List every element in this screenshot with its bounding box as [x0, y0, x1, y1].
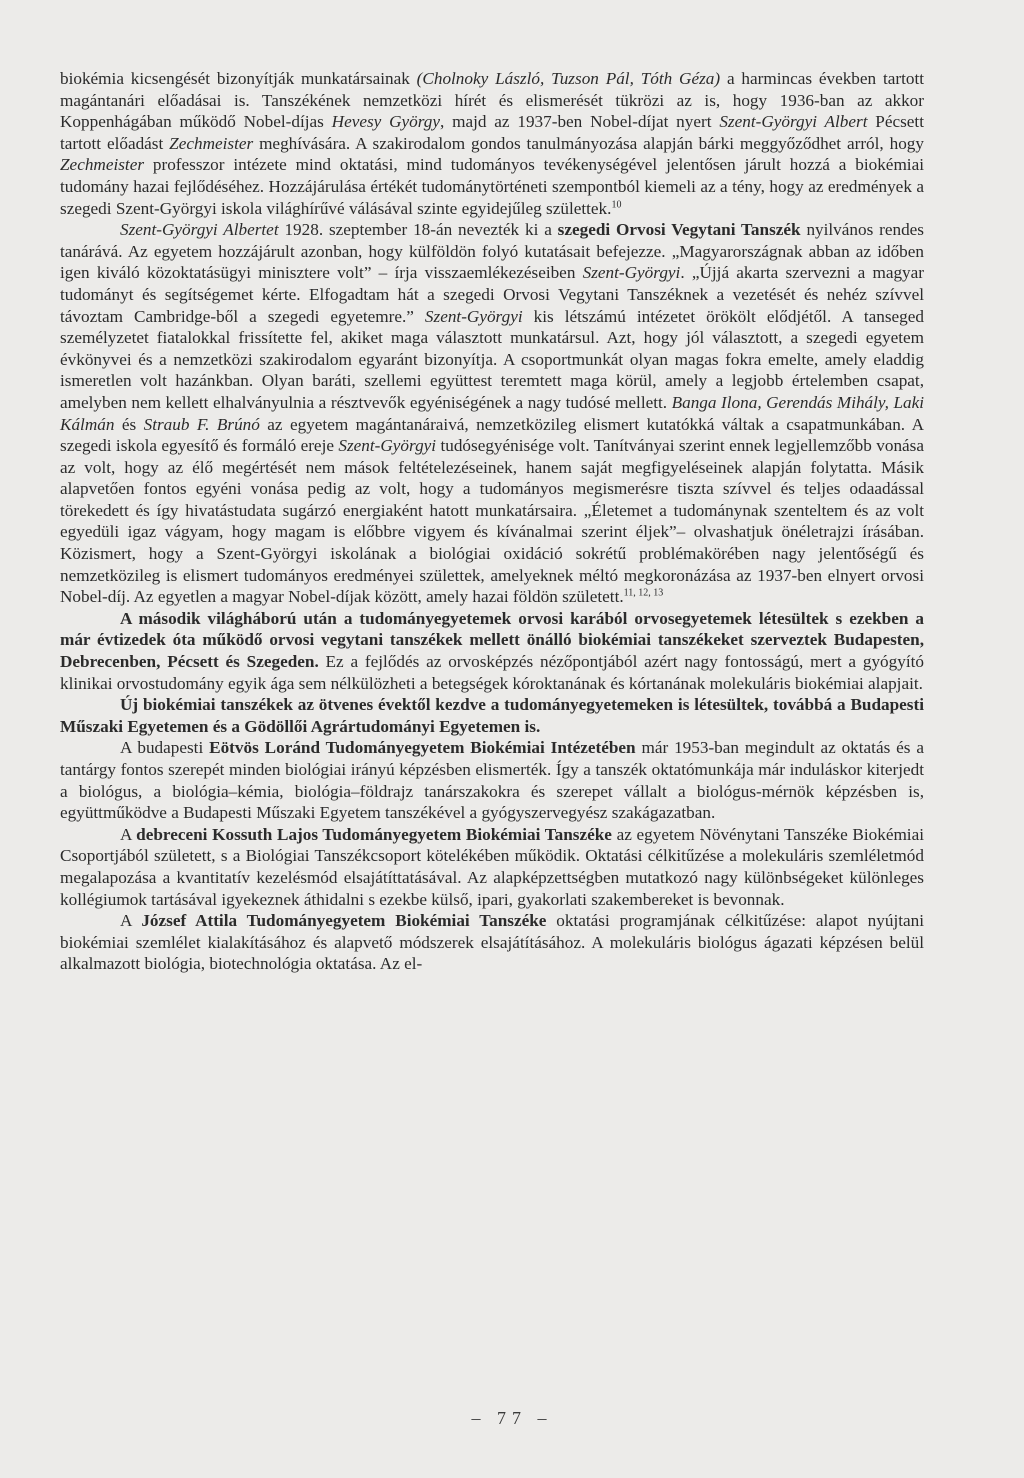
paragraph-6 — [60, 824, 924, 910]
text-run: Szent-Györgyi — [582, 263, 681, 283]
text-run: Zechmeister — [169, 133, 254, 153]
paragraph-4 — [60, 694, 924, 737]
text-run: Szent-Györgyi — [338, 436, 437, 456]
text-run: és — [114, 414, 144, 434]
text-run: (Cholnoky László, Tuzson Pál, Tóth Géza) — [416, 69, 721, 88]
text-run: Pécsett tartott előadást — [60, 112, 924, 153]
text-run: A — [120, 911, 142, 931]
text-run: tudósegyénisége volt. Tanítványai szerint ennek legjellemzőbb vonása az volt, hogy az élő megértését nem mások feltételezéseinek, hanem saját megfigyeléseinek alapján folytatta. Másik alapvetően fontos egyéni vonása pedig az volt, hogy a tudományos megismerésre tiszta szívvel és teljes odaadással törekedett és így hivatástudata sugárzó energiaként hatott munkatársaira. „Életemet a tudománynak szenteltem és az volt egyedüli igaz vágyam, hogy magam is előbbre vigyem és kívánalmai szerint éljek”– olvashatjuk önéletrajzi írásában. Közismert, hogy a Szent-Györgyi iskolának a biológiai oxidáció sokrétű problémakörében nagy jelentőségű és nemzetközileg is elismert tudományos eredményei születtek, amelyeknek méltó megkoronázása az 1937-ben elnyert orvosi Nobel-díj. Az egyetlen a magyar Nobel-díjak között, amely hazai földön született. — [60, 436, 924, 607]
text-run: , majd az 1937-ben Nobel-díjat nyert — [440, 112, 720, 132]
text-run: oktatási programjának célkitűzése: alapot nyújtani biokémiai szemlélet kialakításához és alapvető módszerek elsajátításához. A molekuláris biológus ágazati képzésen belül alkalmazott biológia, biotechnológia oktatása. Az el- — [60, 911, 924, 974]
text-run: Szent-Györgyi Albertet — [120, 220, 279, 240]
text-run: Ez a fejlődés az orvosképzés nézőpontjából azért nagy fontosságú, mert a gyógyító klinikai orvostudomány egyik ága sem nélkülözheti a betegségek kóroktanának és kórtanának molekuláris biokémiai alapjait. — [60, 652, 924, 693]
body-text — [60, 68, 924, 975]
text-run: professzor intézete mind oktatási, mind tudományos tevékenységével jelentősen járult hozzá a biokémiai tudomány hazai fejlődéséhez. Hozzájárulása értékét tudománytörténeti szempontból kiemeli az a tény, hogy az eredmények a szegedi Szent-Györgyi iskola világhírűvé válásával szinte egyidejűleg születtek. — [60, 155, 924, 218]
text-run: már 1953-ban megindult az oktatás és a tantárgy fontos szerepét minden biológiai irányú képzésben elismerték. Így a tanszék oktatómunkája már induláskor kiterjedt a biológus, a biológia–kémia, biológia–földrajz tanárszakokra és szerepet vállalt a biológus-mérnök képzésben is, együttműködve a Budapesti Műszaki Egyetem tanszékével a gyógyszervegyész szakágazatban. — [60, 738, 924, 823]
text-run: Új biokémiai tanszékek az ötvenes évektől kezdve a tudományegyetemeken is létesültek, továbbá a Budapesti Műszaki Egyetemen és a Gödöllői Agrártudományi Egyetemen is. — [60, 695, 924, 736]
text-run: debreceni Kossuth Lajos Tudományegyetem Biokémiai Tanszéke — [136, 824, 612, 844]
text-run: Szent-Györgyi — [424, 306, 523, 326]
text-run: József Attila Tudományegyetem Biokémiai Tanszéke — [141, 911, 547, 931]
paragraph-2 — [60, 219, 924, 608]
text-run: A második világháború után a tudományegyetemek orvosi karából orvosegyetemek létesültek s ezekben a már évtizedek óta működő orvosi vegytani tanszékek mellett önálló biokémiai tanszékeket szerveztek Budapesten, Debrecenben, Pécsett és Szegeden. — [60, 608, 924, 672]
text-run: kis létszámú intézetet örökölt elődjétől. A tanseged személyzetet fiatalokkal frissítette fel, akiket maga választott munkatársul. Azt, hogy jól választott, a szegedi egyetem évkönyvei és a nemzetközi szakirodalom egyaránt bizonyítja. A csoportmunkát olyan magas fokra emelte, amely eladdig ismeretlen volt hazánkban. Olyan baráti, szellemi együttest teremtett maga körül, amely a legjobb értelemben csapat, amelyben nem kellett elhalványulnia a résztvevők egyéniségének a nagy tudósé mellett. — [60, 306, 924, 412]
paragraph-7 — [60, 910, 924, 975]
page-number: – 77 – — [471, 1408, 553, 1428]
text-run: Szent-Györgyi Albert — [719, 112, 868, 132]
text-run: nyilvános rendes tanárává. Az egyetem hozzájárult azonban, hogy külföldön folyó kutatásait befejezze. „Magyarországnak abban az időben igen kiváló közoktatásügyi minisztere volt” – írja visszaemlékezéseiben — [60, 220, 924, 283]
text-run: . „Újjá akarta szervezni a magyar tudományt és segítségemet kérte. Elfogadtam hát a szegedi Orvosi Vegytani Tanszéknek a vezetését és nehéz szívvel távoztam Cambridge-ből a szegedi egyetemre.” — [60, 263, 924, 326]
text-run: szegedi Orvosi Vegytani Tanszék — [557, 220, 801, 240]
text-run: biokémia kicsengését bizonyítják munkatársainak — [60, 69, 417, 88]
text-run: 10 — [611, 198, 622, 210]
text-run: 1928. szeptember 18-án nevezték ki a — [278, 220, 558, 240]
paragraph-5 — [60, 737, 924, 823]
text-run: Eötvös Loránd Tudományegyetem Biokémiai Intézetében — [209, 738, 636, 758]
paragraph-3 — [60, 608, 924, 694]
text-run: A budapesti — [120, 738, 210, 758]
text-run: Zechmeister — [60, 155, 145, 175]
text-run: A — [120, 824, 137, 844]
text-run: Straub F. Brúnó — [143, 414, 260, 434]
paragraph-1 — [60, 68, 924, 219]
text-run: meghívására. A szakirodalom gondos tanulmányozása alapján bárki meggyőződhet arról, hogy — [253, 133, 924, 153]
text-run: az egyetem magántanáraivá, nemzetközileg elismert kutatókká váltak a csapatmunkában. A szegedi iskola egyesítő és formáló ereje — [60, 414, 924, 456]
text-run: a harmincas években tartott magántanári előadásai is. Tanszékének nemzetközi hírét és elismerését tükrözi az is, hogy 1936-ban az akkor Koppenhágában működő Nobel-díjas — [60, 69, 924, 132]
text-run: Banga Ilona, Gerendás Mihály, Laki Kálmán — [60, 392, 924, 434]
text-run: 11, 12, 13 — [623, 587, 664, 599]
text-run: Hevesy György — [331, 112, 440, 132]
text-run: az egyetem Növénytani Tanszéke Biokémiai Csoportjából született, s a Biológiai Tanszékcsoport kötelékében működik. Oktatási célkitűzése a molekuláris szemléletmód megalapozása a kvantitatív kezelésmód elsajátíttatásával. Az alapképzettségben mutatkozó nagy különbségeket különleges kollégiumok tartásával igyekeznek áthidalni s ezekbe külső, ipari, gyakorlati szakembereket is bevonnak. — [60, 824, 924, 909]
